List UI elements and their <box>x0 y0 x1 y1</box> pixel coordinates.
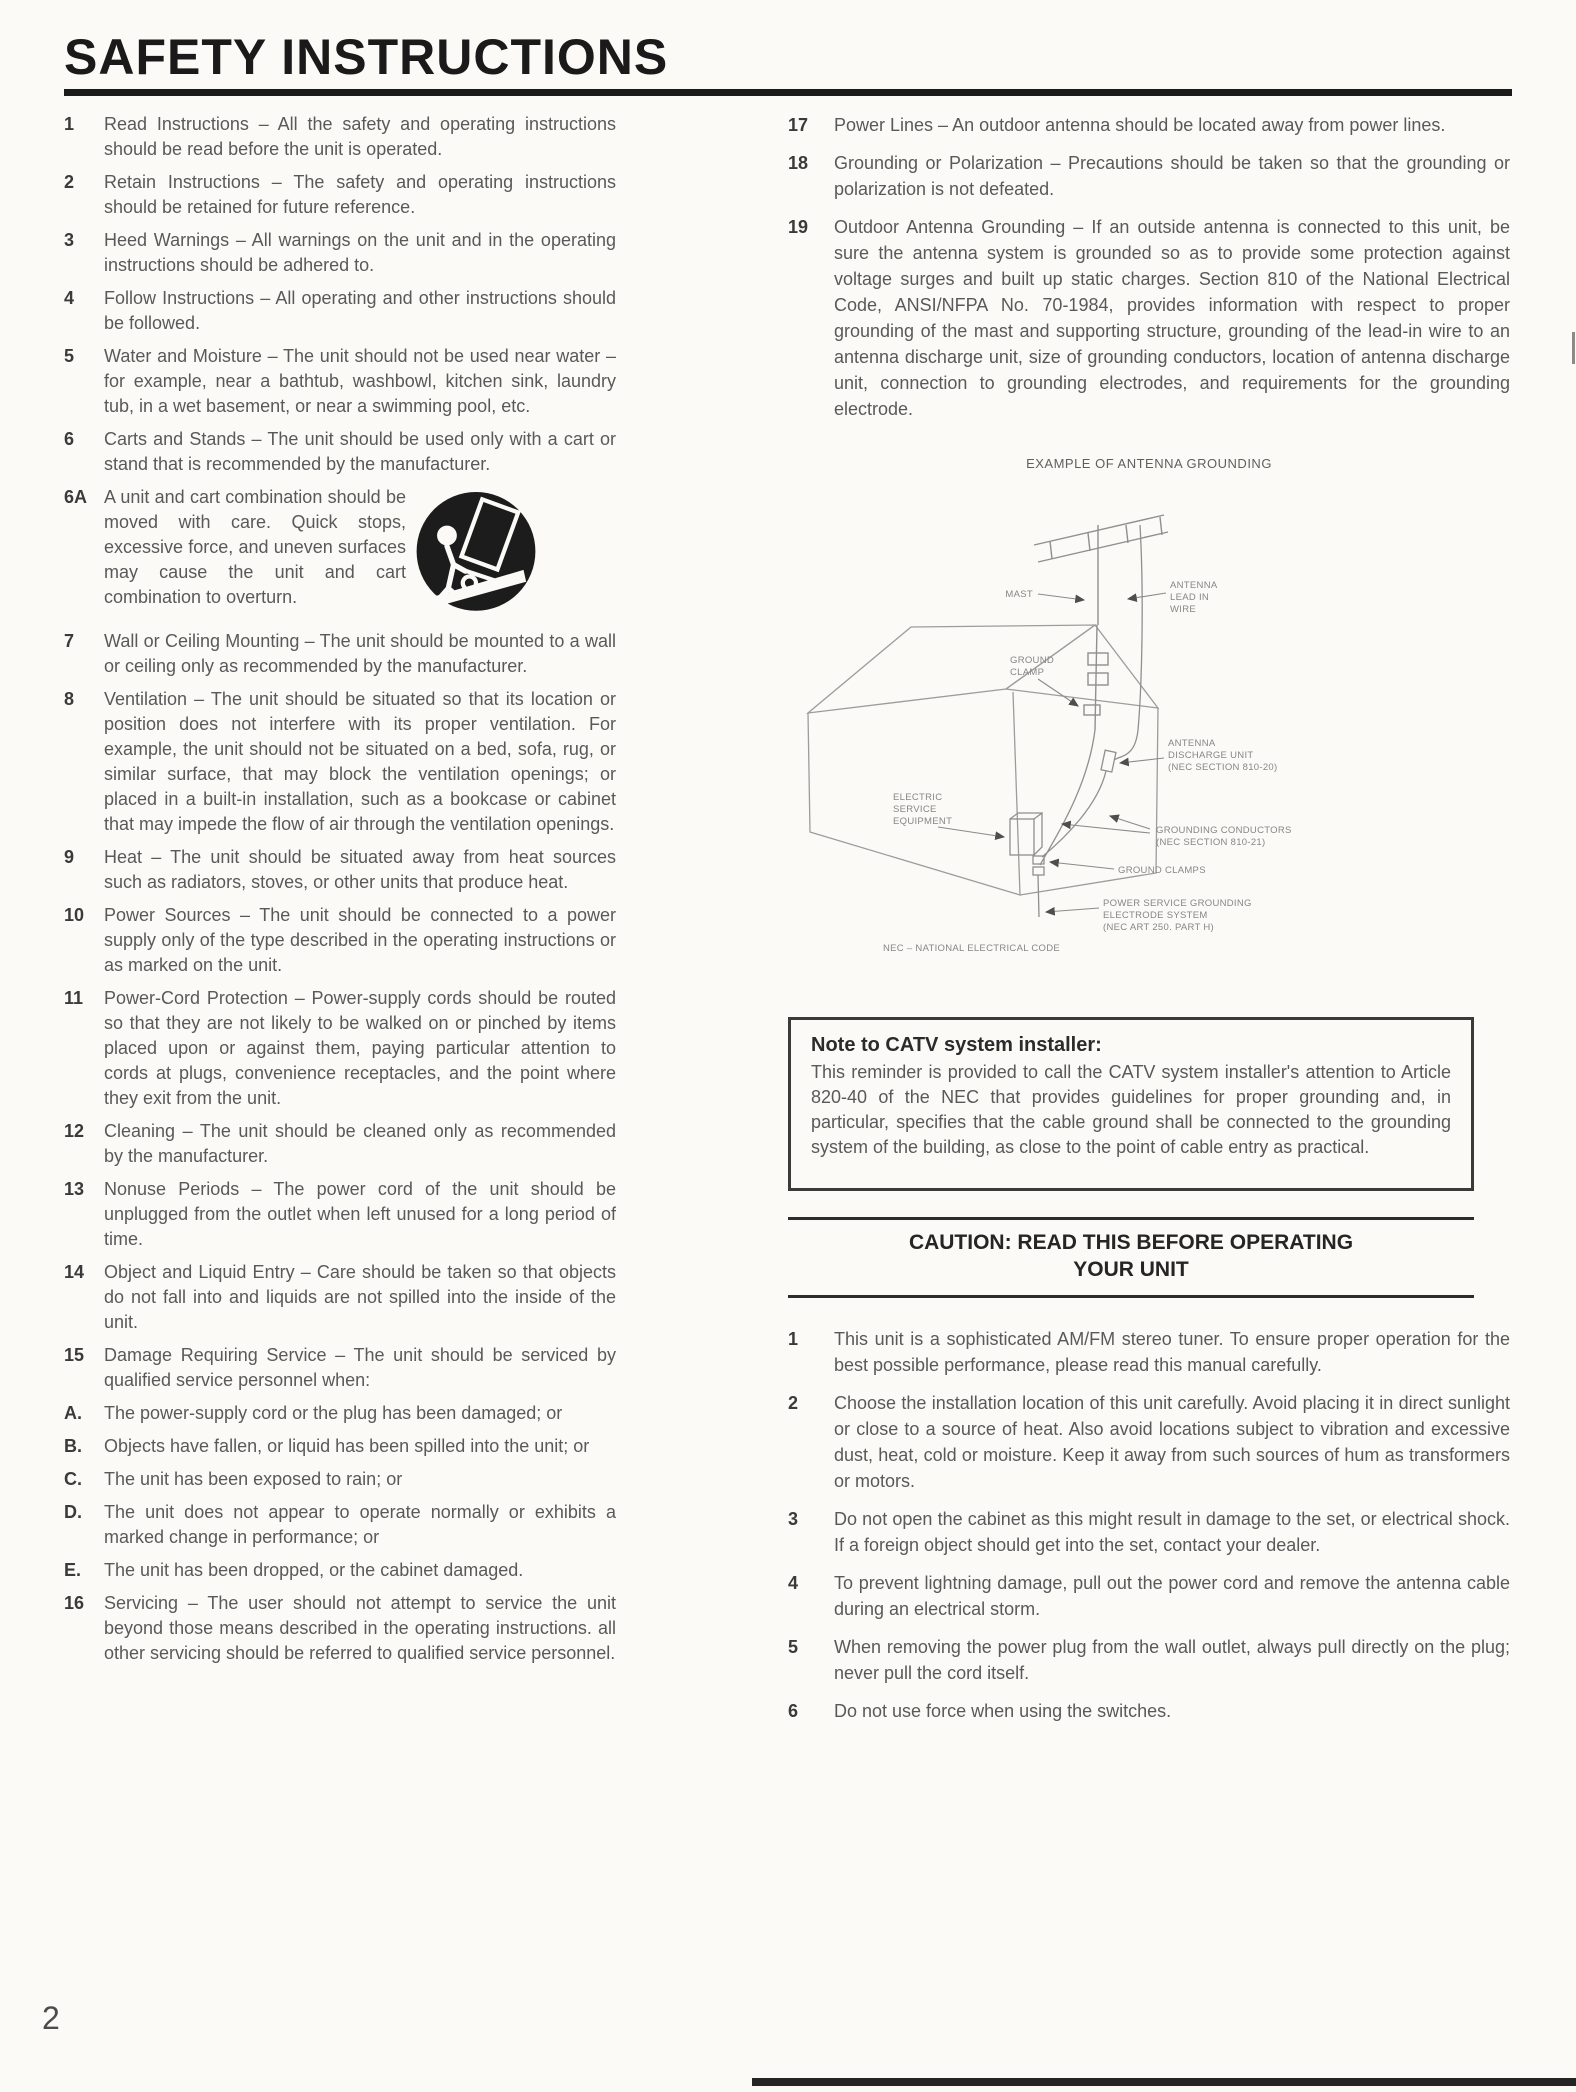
safety-item <box>64 1591 616 1666</box>
caution-item <box>788 1634 1510 1686</box>
item-text: Outdoor Antenna Grounding – If an outside antenna is connected to this unit, be sure the antenna system is grounded so as to provide some protection against voltage surges and built up static charges. Section 810 of the National Electrical Code, ANSI/NFPA No. 70-1984, provides information with respect to proper grounding of the mast and supporting structure, grounding of the lead-in wire to an antenna discharge unit, size of grounding conductors, location of antenna discharge unit, connection to grounding electrodes, and requirements for the grounding electrode. <box>834 217 1510 419</box>
diagram-label-ese-1: ELECTRIC <box>893 792 943 803</box>
item-number: 3 <box>788 1509 799 1529</box>
item-text: Power-Cord Protection – Power-supply cords should be routed so that they are not likely to be walked on or pinched by items placed upon or against them, paying particular attention to cords at plugs, convenience receptacles, and the point where they exit from the unit. <box>104 988 616 1108</box>
diagram-label-gcond-1: GROUNDING CONDUCTORS <box>1156 825 1292 836</box>
item-number: 4 <box>788 1573 799 1593</box>
item-number: 6A <box>64 487 88 507</box>
safety-item <box>788 150 1510 202</box>
item-number: 6 <box>64 429 75 449</box>
safety-item <box>64 1260 616 1335</box>
item-number: 17 <box>788 115 809 135</box>
item-text: Object and Liquid Entry – Care should be taken so that objects do not fall into and liquids are not spilled into the inside of the unit. <box>104 1262 616 1332</box>
item-text: Power Sources – The unit should be connected to a power supply only of the type described in the operating instructions or as marked on the unit. <box>104 905 616 975</box>
safety-item <box>64 112 616 162</box>
safety-subitem <box>64 1467 616 1492</box>
diagram-label-ese-3: EQUIPMENT <box>893 816 953 827</box>
caution-item <box>788 1506 1510 1558</box>
item-letter: A. <box>64 1403 82 1423</box>
item-letter: D. <box>64 1502 82 1522</box>
right-column <box>788 112 1510 1736</box>
item-text: When removing the power plug from the wall outlet, always pull directly on the plug; never pull the cord itself. <box>834 1637 1510 1683</box>
item-number: 5 <box>64 346 75 366</box>
diagram-label-adu-1: ANTENNA <box>1168 738 1216 749</box>
diagram-label-lead-1: ANTENNA <box>1170 580 1218 591</box>
item-text: Do not use force when using the switches. <box>834 1701 1172 1721</box>
page-number: 2 <box>42 2000 60 2036</box>
diagram-label-gclamps: GROUND CLAMPS <box>1118 865 1206 876</box>
item-text: Carts and Stands – The unit should be used only with a cart or stand that is recommended by the manufacturer. <box>104 429 616 474</box>
safety-subitem <box>64 1434 616 1459</box>
item-number: 9 <box>64 847 75 867</box>
safety-item <box>64 986 616 1111</box>
item-text: This unit is a sophisticated AM/FM stereo tuner. To ensure proper operation for the best possible performance, please read this manual carefully. <box>834 1329 1510 1375</box>
item-number: 11 <box>64 988 84 1008</box>
safety-item <box>64 687 616 837</box>
item-text: The unit does not appear to operate normally or exhibits a marked change in performance; or <box>104 1502 616 1547</box>
item-number: 4 <box>64 288 75 308</box>
diagram-label-clamp-1: GROUND <box>1010 655 1055 666</box>
caution-item <box>788 1570 1510 1622</box>
left-column <box>64 112 616 1674</box>
item-text: Heat – The unit should be situated away from heat sources such as radiators, stoves, or other units that produce heat. <box>104 847 616 892</box>
safety-item <box>64 845 616 895</box>
item-number: 12 <box>64 1121 85 1141</box>
cart-warning-icon <box>406 485 546 621</box>
item-number: 7 <box>64 631 75 651</box>
item-text: Read Instructions – All the safety and operating instructions should be read before the unit is operated. <box>104 114 616 159</box>
item-text: Servicing – The user should not attempt to service the unit beyond those means described in the operating instructions. all other servicing should be referred to qualified service personnel. <box>104 1593 616 1663</box>
catv-note-box <box>788 1017 1474 1191</box>
item-text: Do not open the cabinet as this might result in damage to the set, or electrical shock. If a foreign object should get into the set, contact your dealer. <box>834 1509 1510 1555</box>
safety-item <box>64 1119 616 1169</box>
safety-item <box>64 427 616 477</box>
safety-item <box>64 1177 616 1252</box>
item-number: 2 <box>64 172 75 192</box>
diagram-label-adu-3: (NEC SECTION 810-20) <box>1168 762 1278 773</box>
item-text: Choose the installation location of this unit carefully. Avoid placing it in direct sunlight or close to a source of heat. Also avoid locations subject to vibration and excessive dust, heat, cold or moisture. Keep it away from such sources of hum as transformers or motors. <box>834 1393 1510 1491</box>
item-number: 1 <box>788 1329 799 1349</box>
page-title: SAFETY INSTRUCTIONS <box>64 29 669 85</box>
diagram-caption: EXAMPLE OF ANTENNA GROUNDING <box>1026 456 1272 471</box>
catv-note-body: This reminder is provided to call the CATV system installer's attention to Article 820-40 of the NEC that provides guidelines for proper grounding and, in particular, specifies that the cable ground shall be connected to the grounding system of the building, as close to the point of cable entry as practical. <box>811 1062 1451 1157</box>
item-letter: C. <box>64 1469 82 1489</box>
safety-subitem <box>64 1500 616 1550</box>
item-letter: B. <box>64 1436 82 1456</box>
item-letter: E. <box>64 1560 82 1580</box>
item-text: Damage Requiring Service – The unit should be serviced by qualified service personnel when: <box>104 1345 616 1390</box>
diagram-label-lead-2: LEAD IN <box>1170 592 1210 603</box>
diagram-label-adu-2: DISCHARGE UNIT <box>1168 750 1254 761</box>
item-number: 19 <box>788 217 809 237</box>
item-text: Nonuse Periods – The power cord of the unit should be unplugged from the outlet when left unused for a long period of time. <box>104 1179 616 1249</box>
caution-item <box>788 1326 1510 1378</box>
diagram-label-lead-3: WIRE <box>1170 604 1197 615</box>
grounding-wires <box>1010 525 1142 917</box>
item-number: 1 <box>64 114 75 134</box>
item-text: Objects have fallen, or liquid has been spilled into the unit; or <box>104 1436 590 1456</box>
title-rule <box>64 89 1512 96</box>
item-text: Grounding or Polarization – Precautions should be taken so that the grounding or polarization is not defeated. <box>834 153 1510 199</box>
item-text: A unit and cart combination should be moved with care. Quick stops, excessive force, and uneven surfaces may cause the unit and cart combination to overturn. <box>104 487 406 607</box>
item-text: The unit has been exposed to rain; or <box>104 1469 403 1489</box>
diagram-label-gcond-2: (NEC SECTION 810-21) <box>1156 837 1266 848</box>
item-number: 5 <box>788 1637 799 1657</box>
item-text: The power-supply cord or the plug has been damaged; or <box>104 1403 563 1423</box>
item-text: Heed Warnings – All warnings on the unit and in the operating instructions should be adhered to. <box>104 230 616 275</box>
diagram-label-clamp-2: CLAMP <box>1010 667 1045 678</box>
safety-item-cart <box>64 485 616 621</box>
caution-heading <box>788 1217 1474 1298</box>
caution-heading-line1: CAUTION: READ THIS BEFORE OPERATING <box>908 1231 1354 1254</box>
scan-edge-mark <box>1572 332 1575 364</box>
safety-subitem <box>64 1401 616 1426</box>
item-number: 8 <box>64 689 75 709</box>
safety-item <box>788 112 1510 138</box>
diagram-label-ese-2: SERVICE <box>893 804 937 815</box>
item-number: 13 <box>64 1179 85 1199</box>
item-text: The unit has been dropped, or the cabinet damaged. <box>104 1560 524 1580</box>
caution-item <box>788 1698 1510 1724</box>
item-text: Wall or Ceiling Mounting – The unit should be mounted to a wall or ceiling only as recommended by the manufacturer. <box>104 631 616 676</box>
item-text: Retain Instructions – The safety and operating instructions should be retained for future reference. <box>104 172 616 217</box>
caution-item <box>788 1390 1510 1494</box>
item-text: Follow Instructions – All operating and other instructions should be followed. <box>104 288 616 333</box>
item-text: Power Lines – An outdoor antenna should be located away from power lines. <box>834 115 1446 135</box>
item-number: 10 <box>64 905 85 925</box>
diagram-label-psg-2: ELECTRODE SYSTEM <box>1103 910 1208 921</box>
item-text: Water and Moisture – The unit should not be used near water – for example, near a bathtub, washbowl, kitchen sink, laundry tub, in a wet basement, or near a swimming pool, etc. <box>104 346 616 416</box>
item-text: Ventilation – The unit should be situated so that its location or position does not interfere with its proper ventilation. For example, the unit should not be situated on a bed, sofa, rug, or similar surface, that may block the ventilation openings; or placed in a built-in installation, such as a bookcase or cabinet that may impede the flow of air through the ventilation openings. <box>104 689 616 834</box>
safety-subitem <box>64 1558 616 1583</box>
caution-heading-line2: YOUR UNIT <box>1073 1258 1189 1281</box>
item-number: 3 <box>64 230 75 250</box>
diagram-label-nec: NEC – NATIONAL ELECTRICAL CODE <box>883 943 1061 954</box>
catv-note-title: Note to CATV system installer: <box>811 1034 1102 1056</box>
safety-item <box>64 228 616 278</box>
safety-item <box>64 286 616 336</box>
item-number: 2 <box>788 1393 799 1413</box>
diagram-label-mast: MAST <box>1005 589 1033 600</box>
safety-item <box>64 170 616 220</box>
safety-item <box>64 629 616 679</box>
scan-edge-bar <box>752 2078 1576 2086</box>
diagram-label-psg-1: POWER SERVICE GROUNDING <box>1103 898 1252 909</box>
safety-item <box>64 344 616 419</box>
diagram-label-psg-3: (NEC ART 250. PART H) <box>1103 922 1215 933</box>
antenna-mast <box>1034 515 1168 730</box>
safety-item <box>64 1343 616 1393</box>
item-text: To prevent lightning damage, pull out the power cord and remove the antenna cable during an electrical storm. <box>834 1573 1510 1619</box>
item-number: 16 <box>64 1593 85 1613</box>
safety-item <box>788 214 1510 422</box>
item-number: 6 <box>788 1701 799 1721</box>
safety-item <box>64 903 616 978</box>
item-number: 18 <box>788 153 809 173</box>
antenna-grounding-diagram <box>788 475 1508 975</box>
item-number: 15 <box>64 1345 85 1365</box>
caution-list <box>788 1326 1510 1724</box>
item-text: Cleaning – The unit should be cleaned only as recommended by the manufacturer. <box>104 1121 616 1166</box>
item-number: 14 <box>64 1262 85 1282</box>
